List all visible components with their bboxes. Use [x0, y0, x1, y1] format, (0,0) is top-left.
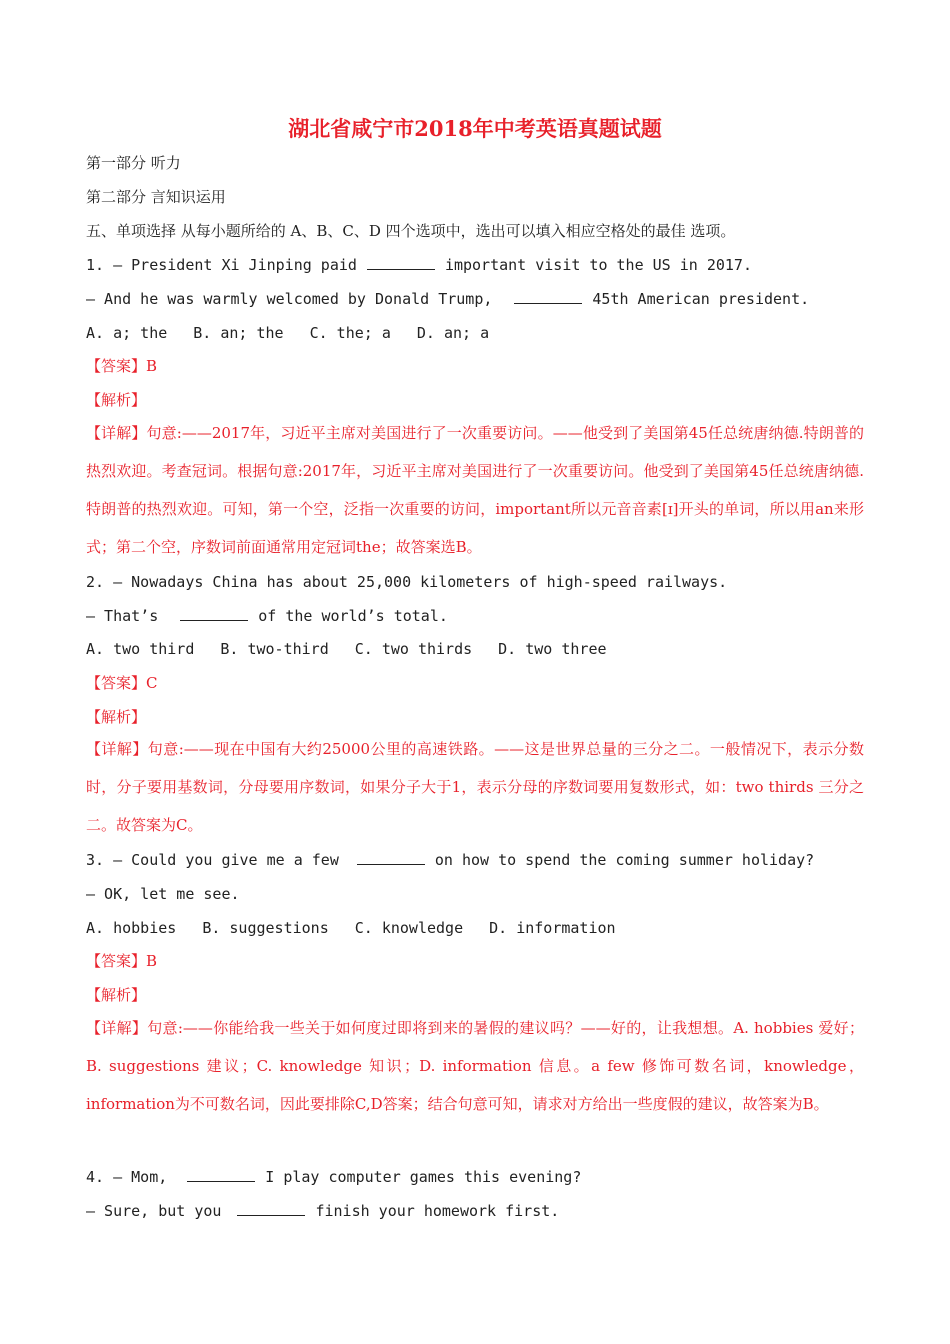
answer-blank — [357, 850, 425, 865]
option-a: A. a; the — [86, 324, 168, 342]
section-five-instructions: 五、单项选择 从每小题所给的 A、B、C、D 四个选项中，选出可以填入相应空格处的最佳 选项。 — [86, 222, 736, 240]
option-d: D. an; a — [416, 324, 490, 342]
answer-blank — [180, 606, 248, 621]
question-2-response: — That’s of the world’s total. — [86, 607, 448, 625]
question-3-response: — OK, let me see. — [86, 885, 240, 903]
option-c: C. two thirds — [354, 640, 473, 658]
option-b: B. two-third — [220, 640, 329, 658]
option-a: A. two third — [86, 640, 195, 658]
option-c: C. knowledge — [354, 919, 464, 937]
question-2-analysis-label: 【解析】 — [86, 708, 147, 726]
question-3-answer: 【答案】B — [86, 952, 158, 970]
question-2-prompt: 2. — Nowadays China has about 25,000 kilometers of high-speed railways. — [86, 573, 728, 591]
question-3-options — [86, 917, 876, 939]
option-d: D. two three — [498, 640, 607, 658]
part-two-heading: 第二部分 言知识运用 — [86, 188, 226, 206]
answer-blank — [237, 1201, 305, 1216]
part-one-heading: 第一部分 听力 — [86, 154, 181, 172]
question-1-analysis-label: 【解析】 — [86, 391, 147, 409]
question-2-detail: 【详解】句意:——现在中国有大约25000公里的高速铁路。——这是世界总量的三分之二。一般情况下，表示分数时，分子要用基数词，分母要用序数词，如果分子大于1，表示分母的序数词要用复数形式，如：two thirds 三分之二。故答案为C。 — [86, 740, 864, 834]
question-1-answer: 【答案】B — [86, 357, 158, 375]
question-3-detail: 【详解】句意:——你能给我一些关于如何度过即将到来的暑假的建议吗？——好的，让我想想。A. hobbies 爱好；B. suggestions 建议；C. knowledge 知识；D. information 信息。a few 修饰可数名词，knowledge，information为不可数名词，因此要排除C,D答案；结合句意可知，请求对方给出一些度假的建议，故答案为B。 — [86, 1019, 864, 1113]
question-3-analysis-label: 【解析】 — [86, 986, 147, 1004]
option-d: D. information — [489, 919, 616, 937]
question-4-response: — Sure, but you finish your homework first. — [86, 1202, 560, 1220]
question-1-options — [86, 322, 876, 344]
question-1-prompt: 1. — President Xi Jinping paid important visit to the US in 2017. — [86, 256, 752, 274]
question-2-options — [86, 638, 876, 660]
question-1-response: — And he was warmly welcomed by Donald Trump, 45th American president. — [86, 290, 810, 308]
answer-blank — [367, 255, 435, 270]
question-4-prompt: 4. — Mom, I play computer games this evening? — [86, 1168, 582, 1186]
option-c: C. the; a — [309, 324, 391, 342]
page-title: 湖北省咸宁市2018年中考英语真题试题 — [288, 116, 662, 141]
answer-blank — [514, 289, 582, 304]
answer-blank — [187, 1167, 255, 1182]
option-b: B. suggestions — [202, 919, 329, 937]
question-3-prompt: 3. — Could you give me a few on how to spend the coming summer holiday? — [86, 851, 815, 869]
option-b: B. an; the — [193, 324, 284, 342]
question-1-detail: 【详解】句意:——2017年，习近平主席对美国进行了一次重要访问。——他受到了美国第45任总统唐纳德.特朗普的热烈欢迎。考查冠词。根据句意:2017年，习近平主席对美国进行了一次重要访问。他受到了美国第45任总统唐纳德.特朗普的热烈欢迎。可知，第一个空，泛指一次重要的访问，important所以元音音素[ɪ]开头的单词，所以用an来形式；第二个空，序数词前面通常用定冠词the；故答案选B。 — [86, 424, 864, 556]
question-2-answer: 【答案】C — [86, 674, 158, 692]
option-a: A. hobbies — [86, 919, 177, 937]
